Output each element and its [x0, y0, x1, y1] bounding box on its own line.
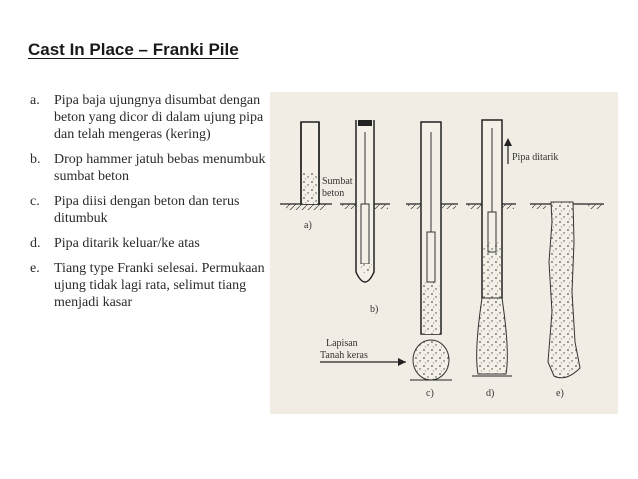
- list-text: Pipa ditarik keluar/ke atas: [54, 236, 200, 251]
- list-item: [30, 235, 270, 252]
- list-marker: b.: [30, 152, 41, 167]
- pipa-ditarik-label: Pipa ditarik: [512, 152, 559, 163]
- panel-label: c): [426, 388, 434, 399]
- list-item: [30, 151, 270, 185]
- list-text: Pipa diisi dengan beton dan terus ditumbuk: [54, 194, 240, 226]
- list-marker: c.: [30, 194, 40, 209]
- panel-label: a): [304, 220, 312, 231]
- list-marker: d.: [30, 236, 41, 251]
- sumbat-label: Sumbat: [322, 176, 353, 187]
- slide-title: Cast In Place – Franki Pile: [28, 40, 239, 59]
- list-item: [30, 92, 270, 143]
- beton-label: beton: [322, 188, 345, 199]
- lapisan-label: Lapisan: [326, 338, 358, 349]
- tanah-keras-label: Tanah keras: [320, 350, 368, 361]
- list-item: [30, 193, 270, 227]
- franki-pile-diagram: [270, 92, 618, 414]
- list-item: [30, 260, 270, 311]
- list-text: Tiang type Franki selesai. Permukaan ujung tidak lagi rata, selimut tiang menjadi kasar: [54, 261, 265, 310]
- panel-label: b): [370, 304, 379, 315]
- panel-label: d): [486, 388, 495, 399]
- list-text: Drop hammer jatuh bebas menumbuk sumbat beton: [54, 152, 266, 184]
- list-marker: a.: [30, 93, 40, 108]
- steps-list: [30, 92, 270, 319]
- panel-label: e): [556, 388, 564, 399]
- list-marker: e.: [30, 261, 40, 276]
- list-text: Pipa baja ujungnya disumbat dengan beton yang dicor di dalam ujung pipa dan telah mengeras (kering): [54, 93, 264, 142]
